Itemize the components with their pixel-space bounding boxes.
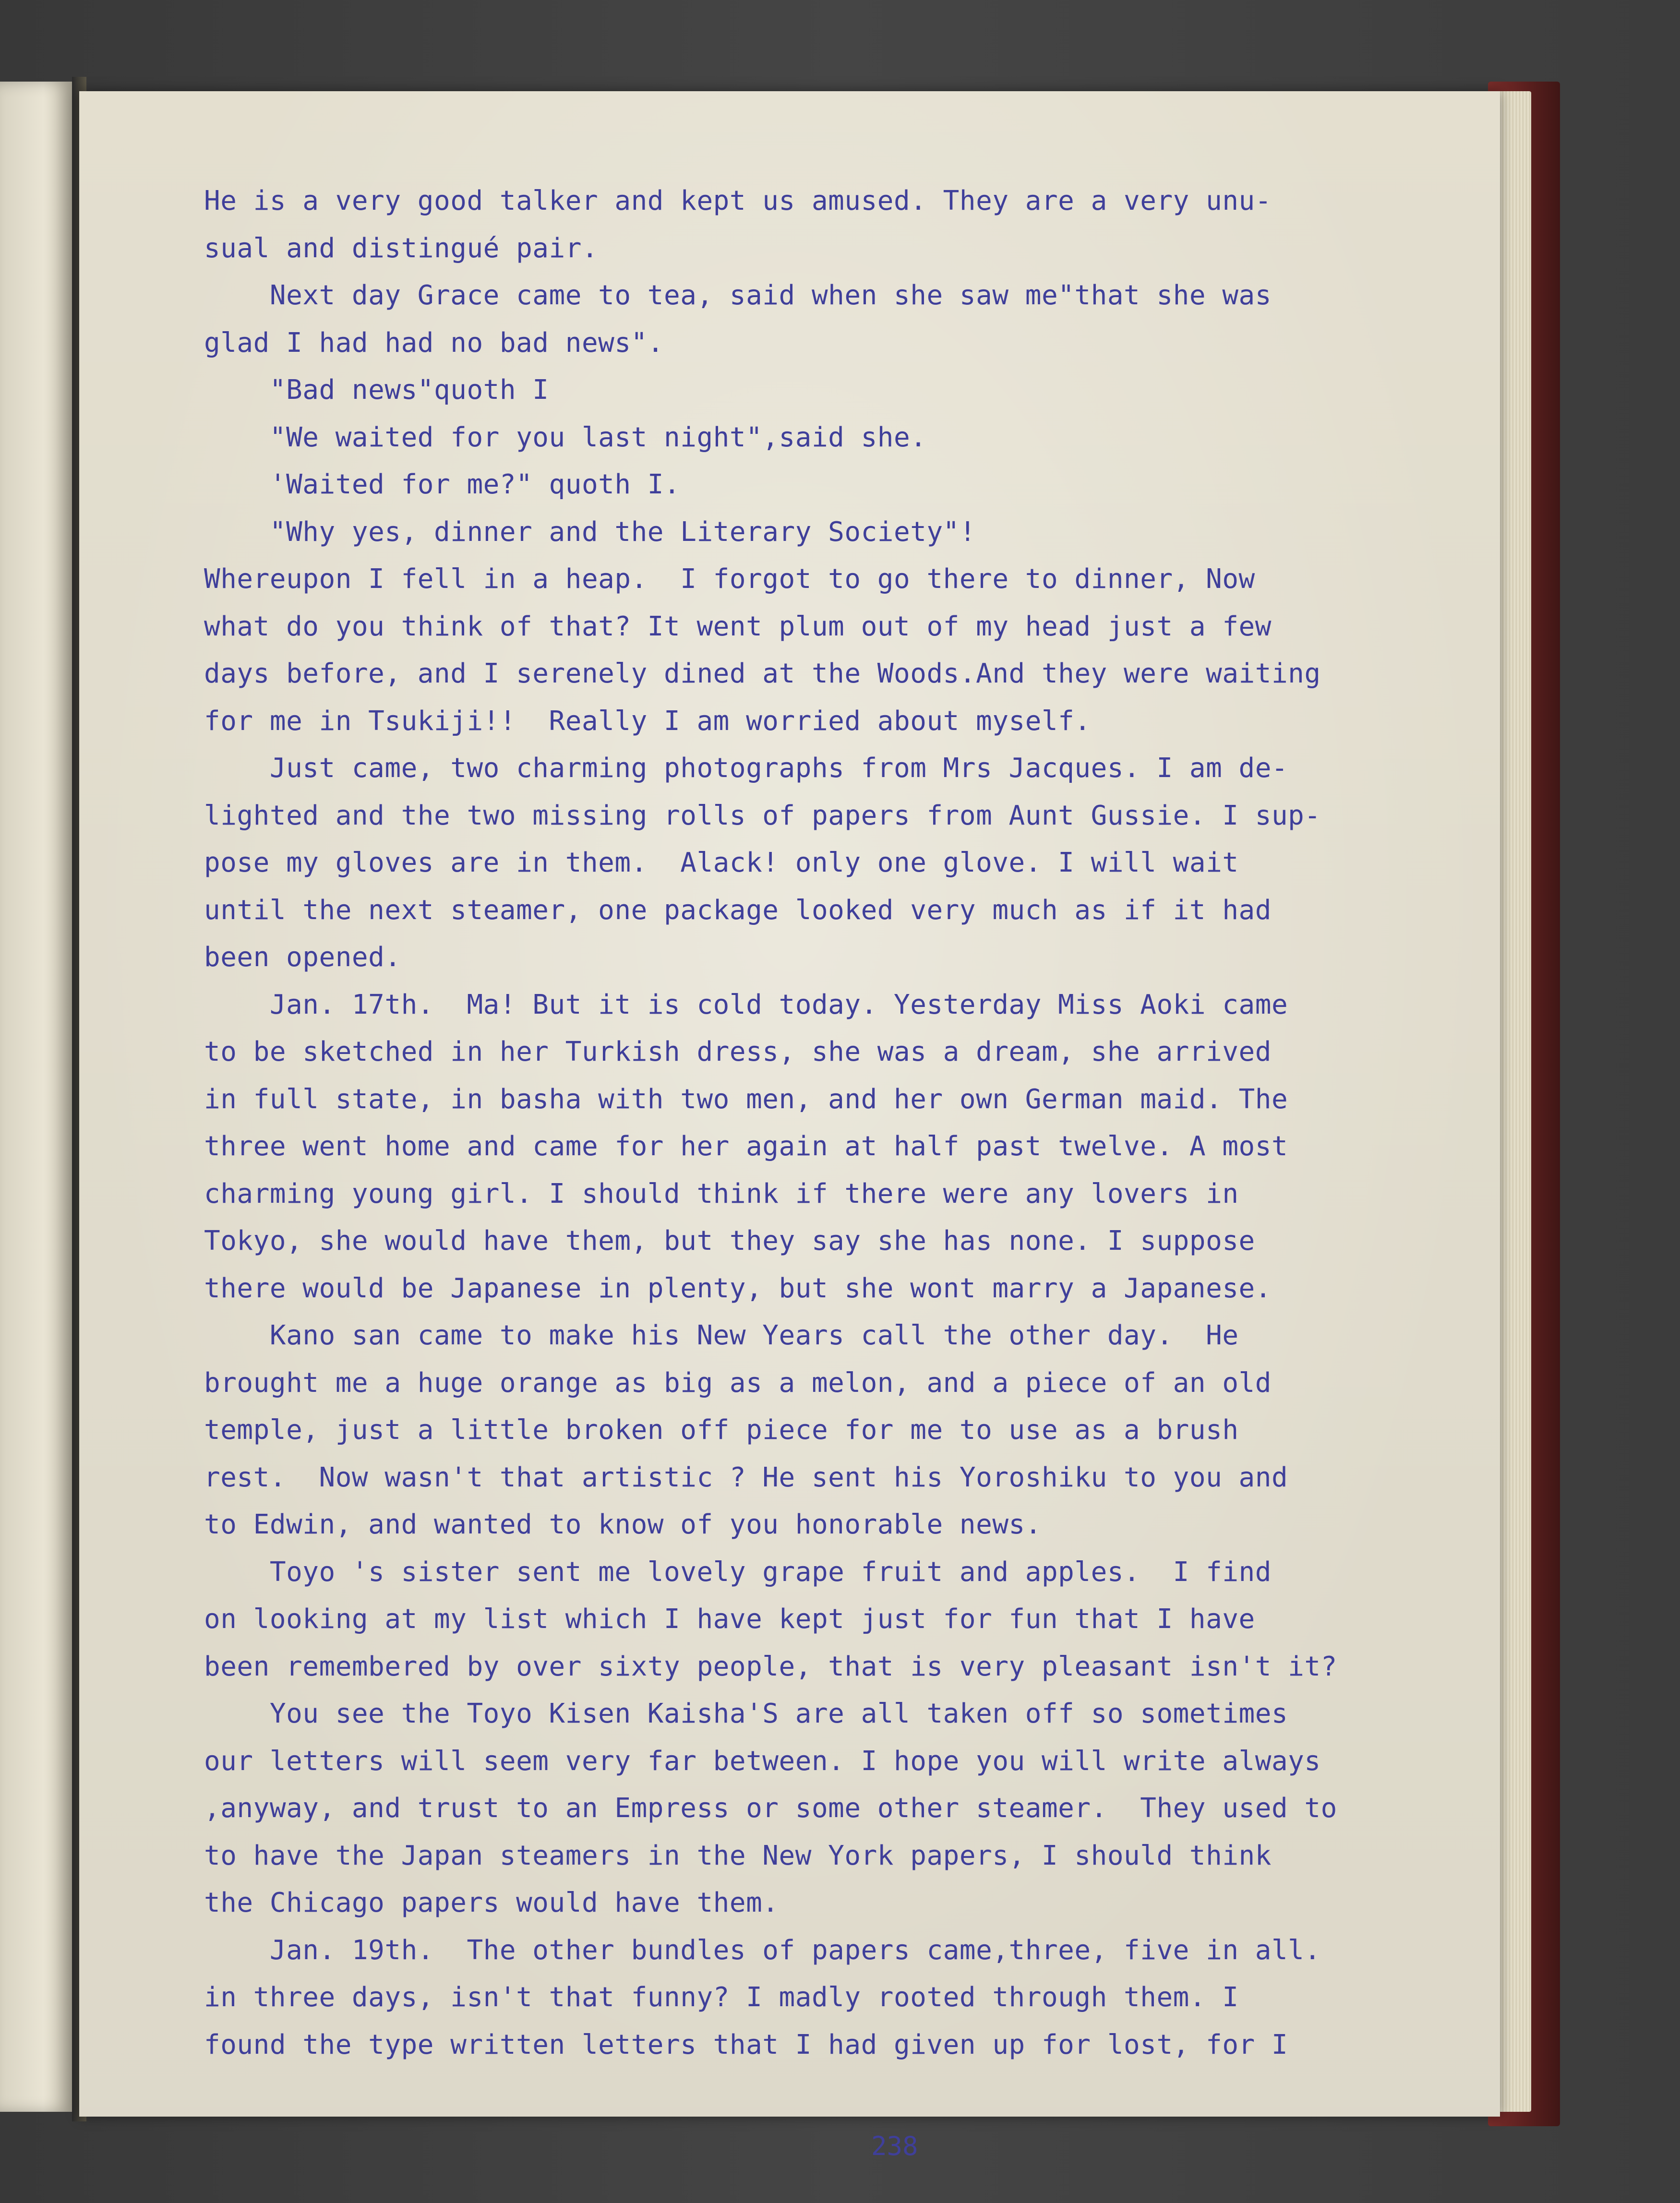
text-line: Tokyo, she would have them, but they say she has none. I suppose	[204, 1225, 1255, 1257]
text-line: sual and distingué pair.	[204, 232, 599, 264]
text-line: three went home and came for her again at half past twelve. A most	[204, 1131, 1288, 1162]
text-line: on looking at my list which I have kept just for fun that I have	[204, 1604, 1255, 1635]
text-line: days before, and I serenely dined at the Woods.And they were waiting	[204, 658, 1321, 689]
text-line: charming young girl. I should think if there were any lovers in	[204, 1178, 1239, 1209]
document-page	[79, 91, 1500, 2161]
text-line: to be sketched in her Turkish dress, she was a dream, she arrived	[204, 1036, 1272, 1067]
text-line: the Chicago papers would have them.	[204, 1887, 779, 1918]
text-line: been remembered by over sixty people, that is very pleasant isn't it?	[204, 1651, 1337, 1682]
text-line: Jan. 17th. Ma! But it is cold today. Yesterday Miss Aoki came	[204, 989, 1288, 1020]
text-line: in three days, isn't that funny? I madly rooted through them. I	[204, 1982, 1239, 2013]
previous-page-edge	[0, 82, 72, 2112]
text-line: Jan. 19th. The other bundles of papers came,three, five in all.	[204, 1934, 1321, 1966]
text-line: 'Waited for me?" quoth I.	[204, 469, 681, 500]
text-line: "We waited for you last night",said she.	[204, 421, 927, 453]
text-line: brought me a huge orange as big as a melon, and a piece of an old	[204, 1367, 1272, 1399]
text-line: for me in Tsukiji!! Really I am worried about myself.	[204, 705, 1091, 737]
text-line: ,anyway, and trust to an Empress or some other steamer. They used to	[204, 1793, 1337, 1824]
page-number: 238	[871, 2131, 918, 2161]
text-line: been opened.	[204, 942, 401, 973]
text-line: You see the Toyo Kisen Kaisha'S are all taken off so sometimes	[204, 1698, 1288, 1729]
text-line: Just came, two charming photographs from Mrs Jacques. I am de-	[204, 753, 1288, 784]
text-line: our letters will seem very far between. I hope you will write always	[204, 1745, 1321, 1777]
text-line: "Why yes, dinner and the Literary Society"!	[204, 516, 976, 548]
text-line: "Bad news"quoth I	[204, 374, 549, 406]
text-line: in full state, in basha with two men, and her own German maid. The	[204, 1083, 1288, 1115]
text-line: until the next steamer, one package looked very much as if it had	[204, 894, 1272, 926]
typewritten-text	[204, 178, 1538, 2069]
text-line: Kano san came to make his New Years call the other day. He	[204, 1320, 1239, 1351]
text-line: rest. Now wasn't that artistic ? He sent his Yoroshiku to you and	[204, 1461, 1288, 1493]
text-line: lighted and the two missing rolls of papers from Aunt Gussie. I sup-	[204, 800, 1321, 831]
text-line: Next day Grace came to tea, said when she saw me"that she was	[204, 280, 1272, 311]
text-line: what do you think of that? It went plum out of my head just a few	[204, 611, 1272, 642]
text-line: temple, just a little broken off piece for me to use as a brush	[204, 1414, 1239, 1446]
text-line: Toyo 's sister sent me lovely grape fruit and apples. I find	[204, 1556, 1272, 1588]
text-line: pose my gloves are in them. Alack! only one glove. I will wait	[204, 847, 1239, 878]
text-line: glad I had had no bad news".	[204, 327, 664, 359]
text-line: found the type written letters that I had given up for lost, for I	[204, 2029, 1288, 2060]
text-line: there would be Japanese in plenty, but she wont marry a Japanese.	[204, 1272, 1272, 1304]
text-line: Whereupon I fell in a heap. I forgot to go there to dinner, Now	[204, 563, 1255, 595]
text-line: to have the Japan steamers in the New York papers, I should think	[204, 1840, 1272, 1871]
text-line: He is a very good talker and kept us amused. They are a very unu-	[204, 185, 1272, 216]
text-line: to Edwin, and wanted to know of you honorable news.	[204, 1509, 1042, 1540]
